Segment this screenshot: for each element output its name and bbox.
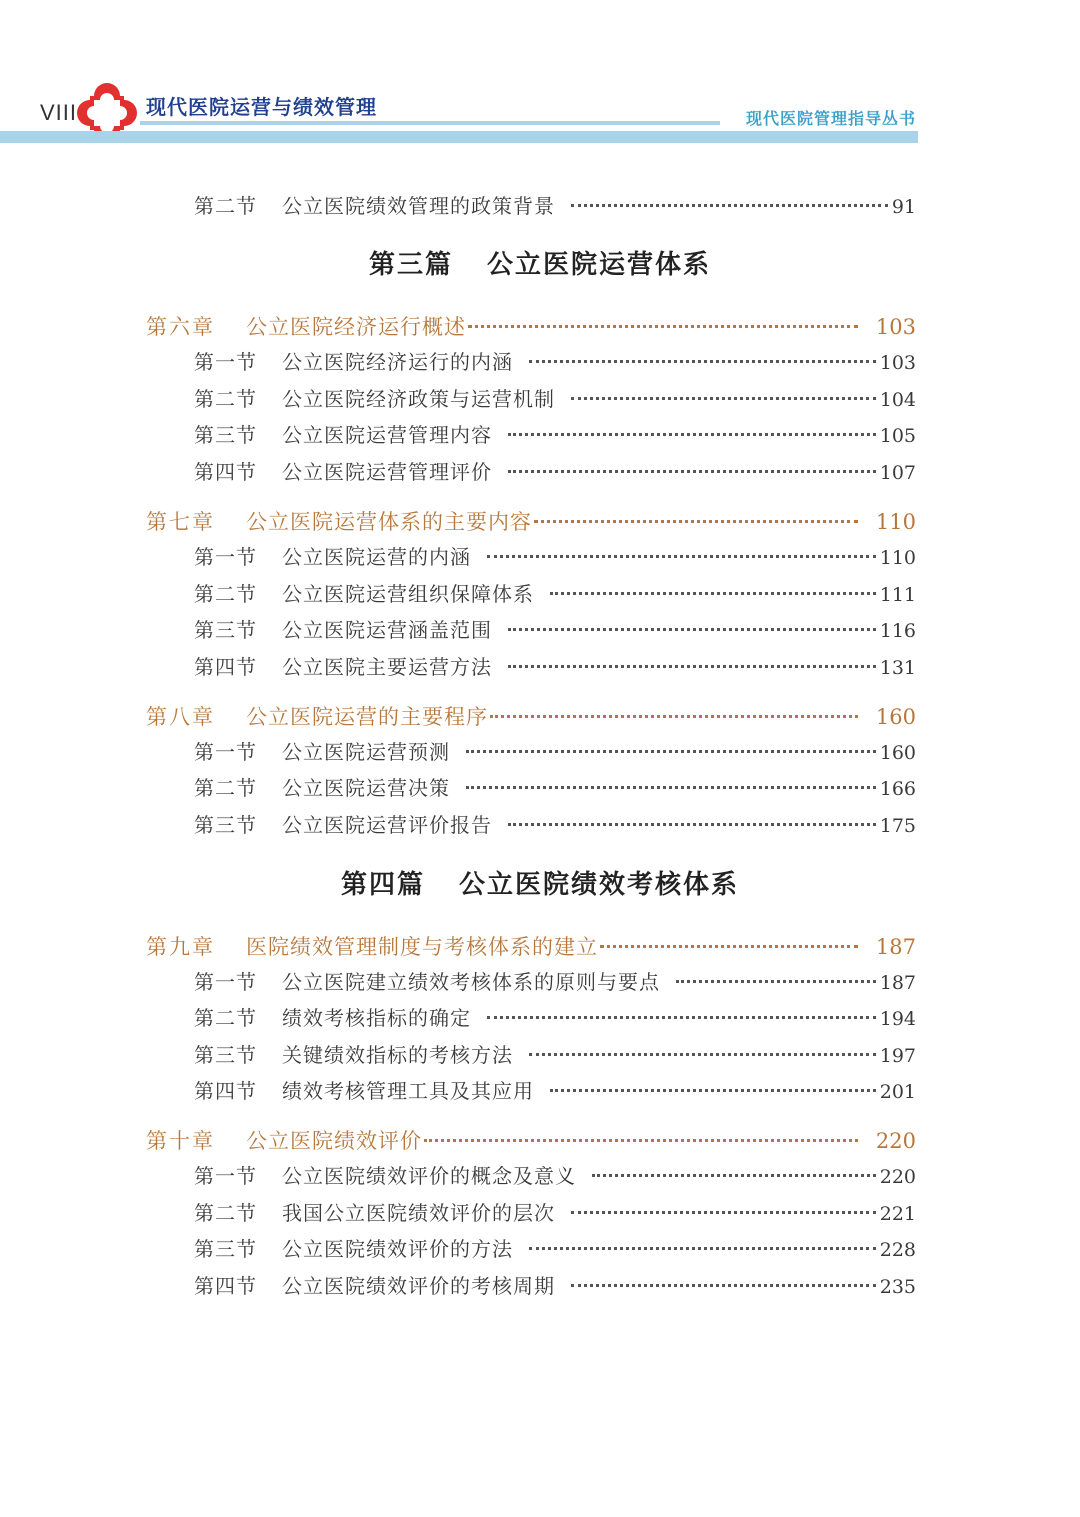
page-ref: 131 [879,657,916,679]
dot-leader [571,204,888,207]
part-title: 公立医院运营体系 [487,250,712,280]
section-title: 公立医院运营组织保障体系 [282,582,534,606]
toc-section-row[interactable] [194,1075,916,1104]
toc-section-row[interactable] [194,419,916,448]
toc-section-row[interactable] [194,1233,916,1262]
page-ref: 110 [879,547,916,569]
dot-leader [550,592,876,595]
section-number: 第一节 [194,350,257,374]
chapter-title: 公立医院绩效评价 [246,1129,422,1153]
toc-section-row[interactable] [194,772,916,801]
dot-leader [466,786,876,789]
dot-leader [508,665,876,668]
toc-chapter-row[interactable] [146,701,916,731]
section-number: 第三节 [194,423,257,447]
page-ref: 116 [879,620,916,642]
toc-chapter-row[interactable] [146,931,916,961]
section-title: 公立医院绩效管理的政策背景 [282,194,555,218]
toc-section-row[interactable] [194,578,916,607]
chapter-title: 医院绩效管理制度与考核体系的建立 [246,935,598,959]
dot-leader [529,360,876,363]
section-number: 第二节 [194,1006,257,1030]
section-number: 第四节 [194,1274,257,1298]
header-band [0,131,918,143]
dot-leader [508,823,876,826]
page-ref: 103 [879,352,916,374]
section-title: 公立医院运营的内涵 [282,545,471,569]
dot-leader [487,555,876,558]
dot-leader [676,980,876,983]
toc-section-row[interactable] [194,614,916,643]
dot-leader [466,750,876,753]
page-ref: 201 [879,1081,916,1103]
toc-section-row[interactable] [194,456,916,485]
page-ref: 197 [879,1045,916,1067]
section-title: 公立医院运营决策 [282,776,450,800]
page-ref: 175 [879,815,916,837]
page-header [0,0,1080,160]
chapter-title: 公立医院运营体系的主要内容 [246,510,532,534]
section-number: 第四节 [194,460,257,484]
header-band-thin [140,121,720,125]
section-number: 第一节 [194,740,257,764]
page-ref: 91 [891,196,916,218]
dot-leader [600,945,858,948]
section-title: 公立医院经济政策与运营机制 [282,387,555,411]
toc-section-row[interactable] [194,1270,916,1299]
toc-section-row[interactable] [194,1039,916,1068]
toc-section-row[interactable] [194,966,916,995]
section-title: 公立医院运营评价报告 [282,813,492,837]
dot-leader [468,325,858,328]
chapter-number: 第九章 [146,935,215,959]
page-ref: 187 [875,935,916,959]
section-number: 第三节 [194,618,257,642]
chapter-title: 公立医院运营的主要程序 [246,705,488,729]
section-title: 关键绩效指标的考核方法 [282,1043,513,1067]
toc-section-row[interactable] [194,383,916,412]
page-ref: 103 [875,315,916,339]
page-ref: 160 [879,742,916,764]
section-title: 公立医院经济运行的内涵 [282,350,513,374]
dot-leader [424,1139,858,1142]
series-title: 现代医院管理指导丛书 [745,109,916,128]
page-ref: 221 [879,1203,916,1225]
section-title: 公立医院绩效评价的考核周期 [282,1274,555,1298]
section-title: 公立医院运营涵盖范围 [282,618,492,642]
toc-chapter-row[interactable] [146,1125,916,1155]
part-number: 第三篇 [368,250,453,280]
page-ref: 105 [879,425,916,447]
section-number: 第一节 [194,970,257,994]
page-ref: 111 [879,584,916,606]
dot-leader [592,1174,876,1177]
section-number: 第四节 [194,1079,257,1103]
section-number: 第二节 [194,776,257,800]
section-title: 公立医院主要运营方法 [282,655,492,679]
dot-leader [508,628,876,631]
section-number: 第二节 [194,387,257,411]
dot-leader [508,470,876,473]
dot-leader [508,433,876,436]
chapter-number: 第八章 [146,705,215,729]
dot-leader [550,1089,876,1092]
section-number: 第三节 [194,1043,257,1067]
toc-section-row[interactable] [194,736,916,765]
page-ref: 228 [879,1239,916,1261]
section-number: 第二节 [194,194,257,218]
part-heading [0,244,1080,281]
toc-section-row[interactable] [194,651,916,680]
dot-leader [487,1016,876,1019]
toc-section-row[interactable] [194,1002,916,1031]
section-title: 公立医院运营管理评价 [282,460,492,484]
toc-section-row[interactable] [194,1160,916,1189]
section-title: 公立医院运营预测 [282,740,450,764]
section-number: 第四节 [194,655,257,679]
section-number: 第二节 [194,582,257,606]
section-number: 第一节 [194,545,257,569]
section-title: 我国公立医院绩效评价的层次 [282,1201,555,1225]
page-ref: 110 [875,510,916,534]
dot-leader [571,1211,876,1214]
book-title: 现代医院运营与绩效管理 [146,95,377,119]
page-ref: 235 [879,1276,916,1298]
section-number: 第一节 [194,1164,257,1188]
page-ref: 160 [875,705,916,729]
section-title: 公立医院绩效评价的方法 [282,1237,513,1261]
toc-chapter-row[interactable] [146,311,916,341]
dot-leader [571,397,876,400]
section-number: 第二节 [194,1201,257,1225]
section-number: 第三节 [194,813,257,837]
toc-section-row[interactable] [194,346,916,375]
toc-section-row[interactable] [194,541,916,570]
chapter-number: 第七章 [146,510,215,534]
page-ref: 220 [879,1166,916,1188]
section-title: 公立医院运营管理内容 [282,423,492,447]
page-number: VIII [40,100,78,125]
page-ref: 187 [879,972,916,994]
toc-chapter-row[interactable] [146,506,916,536]
part-heading [0,864,1080,901]
dot-leader [529,1053,876,1056]
dot-leader [571,1284,876,1287]
part-title: 公立医院绩效考核体系 [459,870,740,900]
toc-section-row[interactable] [194,809,916,838]
section-title: 绩效考核管理工具及其应用 [282,1079,534,1103]
toc-section-row[interactable] [194,190,916,219]
dot-leader [490,715,858,718]
dot-leader [534,520,858,523]
page-ref: 194 [879,1008,916,1030]
toc-section-row[interactable] [194,1197,916,1226]
section-title: 绩效考核指标的确定 [282,1006,471,1030]
chapter-number: 第十章 [146,1129,215,1153]
page-ref: 107 [879,462,916,484]
page-ref: 220 [875,1129,916,1153]
chapter-title: 公立医院经济运行概述 [246,315,466,339]
section-title: 公立医院绩效评价的概念及意义 [282,1164,576,1188]
page-ref: 166 [879,778,916,800]
section-number: 第三节 [194,1237,257,1261]
dot-leader [529,1247,876,1250]
page-ref: 104 [879,389,916,411]
part-number: 第四篇 [340,870,425,900]
section-title: 公立医院建立绩效考核体系的原则与要点 [282,970,660,994]
chapter-number: 第六章 [146,315,215,339]
